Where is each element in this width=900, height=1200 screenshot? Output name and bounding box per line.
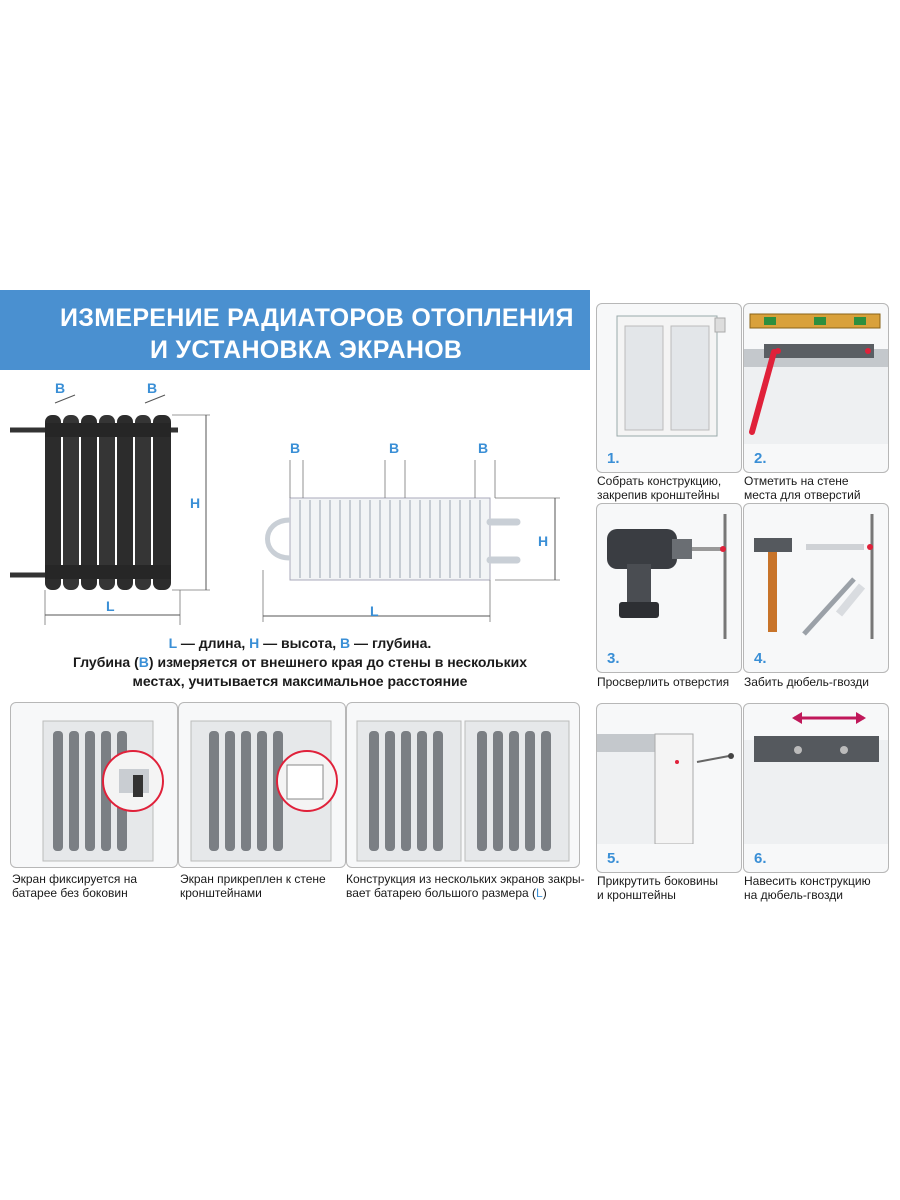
mount-caption-a: Экран фиксируется на батарее без боковин [12, 872, 138, 900]
hammer-dowel-illustration [744, 504, 888, 644]
depth-label-1: B [55, 380, 66, 396]
title-line-1: ИЗМЕРЕНИЕ РАДИАТОРОВ ОТОПЛЕНИЯ [60, 304, 574, 332]
step-1-panel [596, 303, 742, 473]
step-5-caption: Прикрутить боковины и кронштейны [597, 874, 719, 902]
step-6-panel [743, 703, 889, 873]
mount-panel-b [178, 702, 346, 868]
step-4-panel [743, 503, 889, 673]
step-2-caption: Отметить на стене места для отверстий [744, 474, 861, 502]
step-5-number: 5. [607, 850, 620, 867]
step-3-number: 3. [607, 650, 620, 667]
legend-line-2: Глубина (B) измеряется от внешнего края до стены в нескольких [72, 654, 527, 670]
mount-panel-c [346, 702, 580, 868]
mount-panel-a [10, 702, 178, 868]
step-6-number: 6. [754, 850, 767, 867]
step-1-number: 1. [607, 450, 620, 467]
depth-label-2: B [147, 380, 158, 396]
mark-wall-illustration [744, 304, 888, 444]
step-3-panel [596, 503, 742, 673]
convector-fins [290, 498, 490, 580]
length-label-2: L [370, 603, 379, 619]
step-5-panel [596, 703, 742, 873]
measurement-legend [40, 634, 560, 691]
legend-line-3: местах, учитывается максимальное расстояние [132, 673, 468, 689]
step-6-caption: Навесить конструкцию на дюбель-гвозди [744, 874, 871, 902]
cast-iron-sections [45, 415, 171, 590]
title-line-2: И УСТАНОВКА ЭКРАНОВ [150, 336, 463, 364]
height-label-2: H [538, 533, 549, 549]
convector-loop-pipe [268, 520, 291, 558]
length-label-1: L [106, 598, 115, 614]
drill-illustration [597, 504, 741, 644]
attach-sides-illustration [597, 704, 741, 844]
page-title [60, 302, 574, 366]
height-label-1: H [190, 495, 201, 511]
legend-line-1: L — длина, H — высота, B — глубина. [168, 635, 432, 651]
convector-radiator-diagram [255, 440, 575, 630]
drill-icon [607, 529, 677, 569]
step-2-number: 2. [754, 450, 767, 467]
assembled-screen-illustration [597, 304, 741, 444]
step-3-caption: Просверлить отверстия [597, 675, 730, 689]
screen-on-wall-brackets-illustration [179, 703, 345, 867]
cast-iron-radiator-diagram [0, 375, 260, 635]
step-1-caption: Собрать конструкцию, закрепив кронштейны [597, 474, 722, 502]
step-4-caption: Забить дюбель-гвозди [744, 675, 869, 689]
multiple-screens-illustration [347, 703, 579, 867]
depth-label-3: B [290, 440, 301, 456]
step-2-panel [743, 303, 889, 473]
hang-screen-illustration [744, 704, 888, 844]
step-4-number: 4. [754, 650, 767, 667]
depth-label-5: B [478, 440, 489, 456]
mount-caption-c: Конструкция из нескольких экранов закры- вает батарею большого размера (L) [346, 872, 585, 900]
mount-caption-b: Экран прикреплен к стене кронштейнами [180, 872, 326, 900]
screen-on-radiator-illustration [11, 703, 177, 867]
hammer-icon [754, 538, 792, 552]
depth-label-4: B [389, 440, 400, 456]
side-panel [655, 734, 693, 844]
